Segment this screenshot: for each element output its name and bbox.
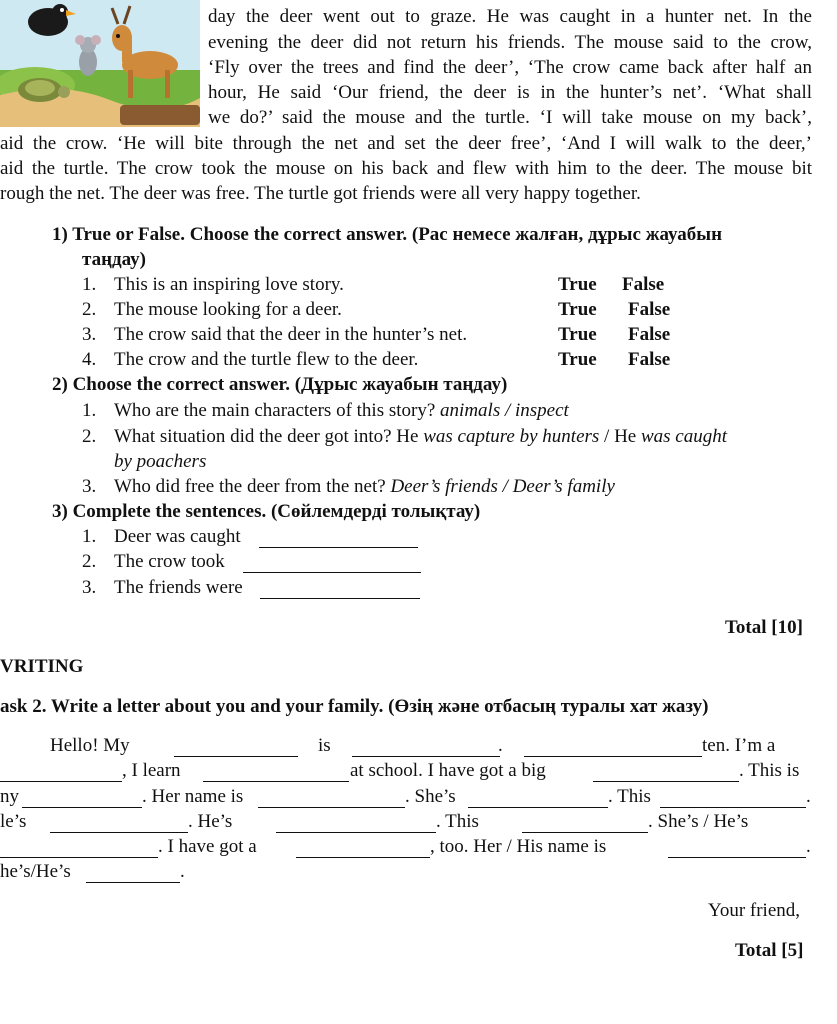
letter-blank[interactable] — [522, 816, 648, 833]
false-option[interactable]: False — [628, 299, 671, 320]
story-line: hour, He said ‘Our friend, the deer is in the hunter’s net’. ‘What shall — [208, 82, 812, 103]
story-line: we do?’ said the mouse and the turtle. ‘I will take mouse on my back’, — [208, 107, 812, 128]
answer-options[interactable]: animals / inspect — [440, 400, 569, 421]
task2-heading: 2) Choose the correct answer. (Дұрыс жауабын таңдау) — [52, 374, 508, 395]
total-score: Total [5] — [735, 940, 804, 961]
false-option[interactable]: False — [628, 324, 671, 345]
task1-heading: 1) True or False. Choose the correct answer. (Рас немесе жалған, дұрыс жауабын — [52, 224, 723, 245]
story-line: evening the deer did not return his friends. The mouse said to the crow, — [208, 32, 812, 53]
true-option[interactable]: True — [558, 324, 597, 345]
letter-blank[interactable] — [22, 791, 142, 808]
answer-option-a[interactable]: was capture by hunters — [423, 426, 600, 447]
letter-blank[interactable] — [468, 791, 608, 808]
letter-blank[interactable] — [0, 765, 122, 782]
true-option[interactable]: True — [558, 349, 597, 370]
answer-option-b-cont[interactable]: by poachers — [114, 451, 207, 472]
letter-blank[interactable] — [174, 740, 298, 757]
letter-blank[interactable] — [593, 765, 739, 782]
letter-blank[interactable] — [668, 841, 806, 858]
false-option[interactable]: False — [622, 274, 665, 295]
answer-blank[interactable] — [260, 582, 420, 599]
answer-options[interactable]: Deer’s friends / Deer’s family — [390, 476, 615, 497]
letter-closing: Your friend, — [708, 900, 801, 921]
task1-heading-cont: таңдау) — [82, 249, 146, 270]
false-option[interactable]: False — [628, 349, 671, 370]
story-line: ‘Fly over the trees and find the deer’, ‘The crow came back after half an — [208, 57, 812, 78]
answer-option-b[interactable]: was caught — [640, 426, 728, 447]
answer-blank[interactable] — [243, 556, 421, 573]
story-line: day the deer went out to graze. He was caught in a hunter net. In the — [208, 6, 812, 27]
letter-blank[interactable] — [203, 765, 349, 782]
letter-blank[interactable] — [352, 740, 500, 757]
story-line: aid the turtle. The crow took the mouse on his back and flew with him to the deer. The mouse bit — [0, 158, 812, 179]
answer-blank[interactable] — [259, 531, 418, 548]
letter-blank[interactable] — [0, 841, 158, 858]
task3-heading: 3) Complete the sentences. (Сөйлемдерді толықтау) — [52, 501, 481, 522]
true-option[interactable]: True — [558, 274, 597, 295]
animals-illustration — [0, 0, 200, 127]
true-option[interactable]: True — [558, 299, 597, 320]
task-heading: ask 2. Write a letter about you and your family. (Өзің және отбасың туралы хат жазу) — [0, 696, 709, 717]
section-heading: VRITING — [0, 656, 84, 677]
story-illustration — [0, 0, 200, 127]
letter-blank[interactable] — [296, 841, 430, 858]
letter-blank[interactable] — [660, 791, 806, 808]
story-line: rough the net. The deer was free. The turtle got friends were all very happy together. — [0, 183, 641, 204]
letter-blank[interactable] — [524, 740, 702, 757]
letter-blank[interactable] — [50, 816, 188, 833]
letter-blank[interactable] — [258, 791, 405, 808]
total-score: Total [10] — [725, 617, 803, 638]
letter-blank[interactable] — [86, 866, 180, 883]
story-line: aid the crow. ‘He will bite through the net and set the deer free’, ‘And I will walk to the deer,’ — [0, 133, 812, 154]
letter-blank[interactable] — [276, 816, 436, 833]
